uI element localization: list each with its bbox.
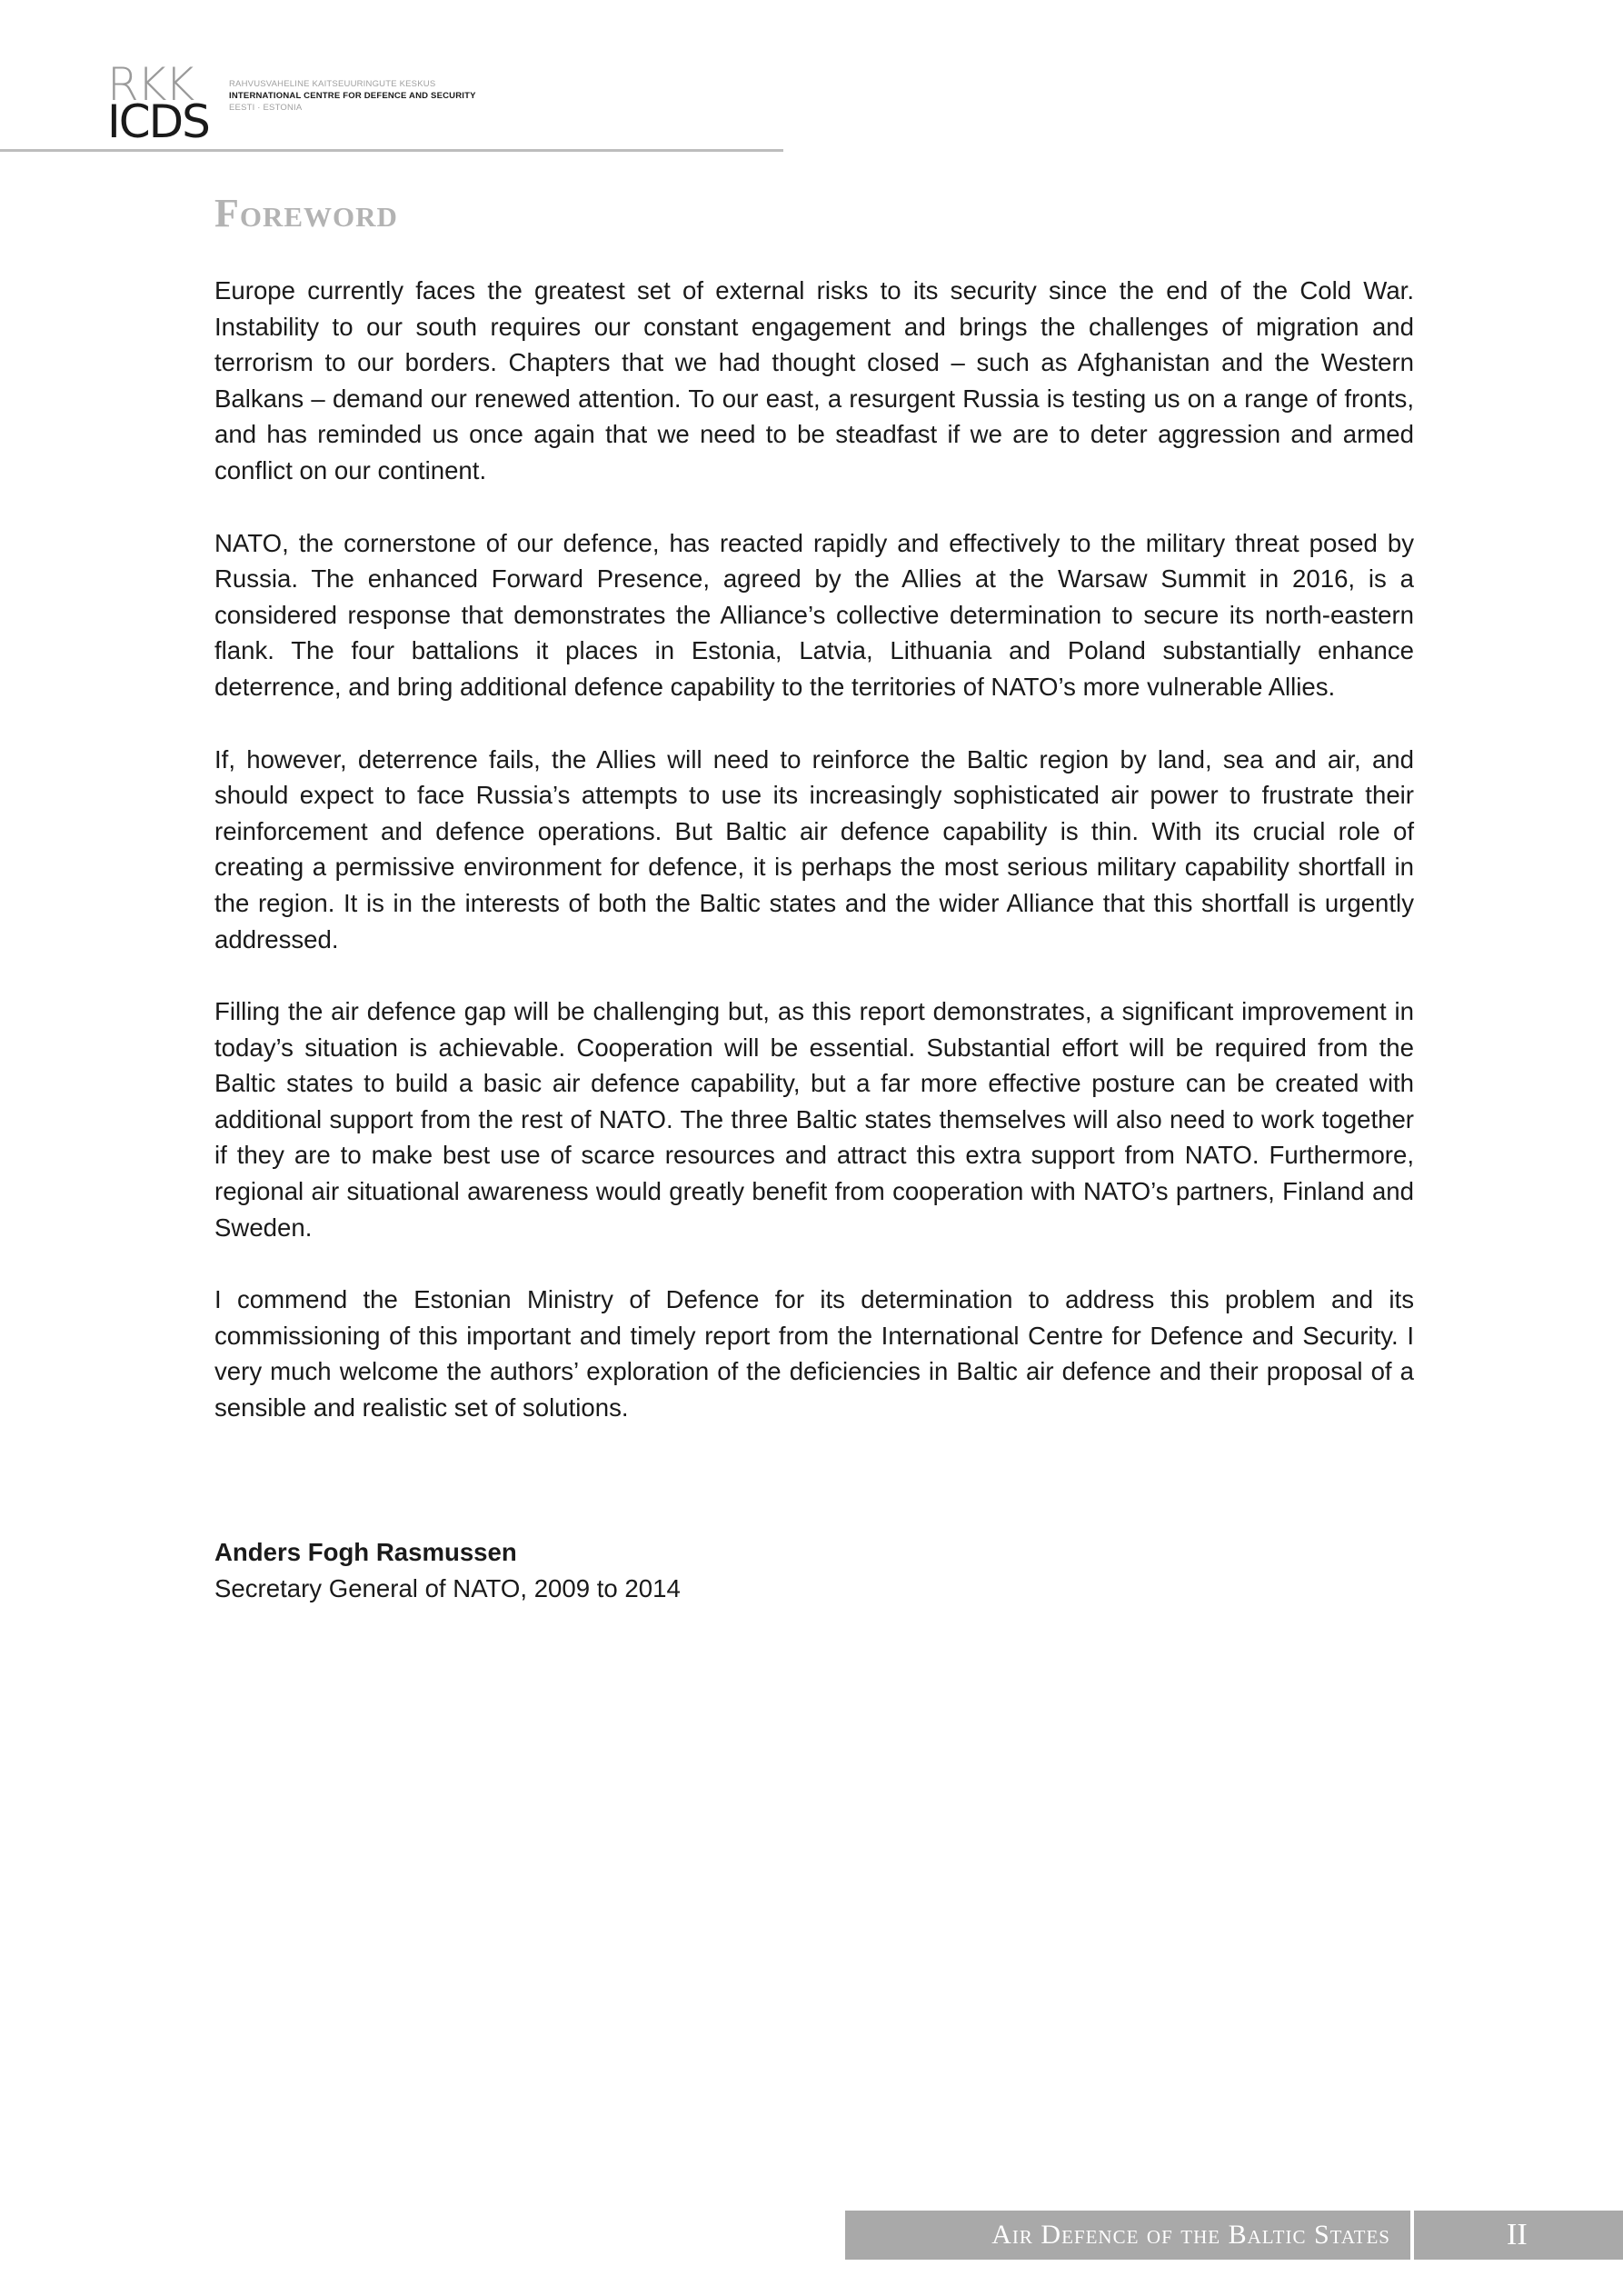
paragraph: I commend the Estonian Ministry of Defence for its determination to address this problem and its commissioning of this important and timely report from the International Centre for Defence and Security. I very much welcome the authors’ exploration of the deficiencies in Baltic air defence and their proposal of a sensible and realistic set of solutions. (214, 1285, 1414, 1423)
footer-page-box (1414, 2211, 1623, 2260)
paragraph: If, however, deterrence fails, the Allies will need to reinforce the Baltic region by land, sea and air, and should expect to face Russia’s attempts to use its increasingly sophisticated air power to frustrate their reinforcement and defence operations. But Baltic air defence capability is thin. With its crucial role of creating a permissive environment for defence, it is perhaps the most serious military capability shortfall in the region. It is in the interests of both the Baltic states and the wider Alliance that this shortfall is urgently addressed. (214, 744, 1414, 953)
page-title: Foreword (214, 191, 398, 235)
logo-icds-text: ICDS (107, 95, 209, 148)
signatory-role: Secretary General of NATO, 2009 to 2014 (214, 1573, 681, 1602)
paragraph: NATO, the cornerstone of our defence, has reacted rapidly and effectively to the military threat posed by Russia. The enhanced Forward Presence, agreed by the Allies at the Warsaw Summit in 2016, is a considered response that demonstrates the Alliance’s collective determination to secure its north-eastern flank. The four battalions it places in Estonia, Latvia, Lithuania and Poland substantially enhance deterrence, and bring additional defence capability to the territories of NATO’s more vulnerable Allies. (214, 528, 1414, 701)
signature-block (214, 1534, 681, 1606)
paragraph: Filling the air defence gap will be challenging but, as this report demonstrates, a significant improvement in today’s situation is achievable. Cooperation will be essential. Substantial effort will be required from the Baltic states to build a basic air defence capability, but a far more effective posture can be created with additional support from the rest of NATO. The three Baltic states themselves will also need to work together if they are to make best use of scarce resources and attract this extra support from NATO. Furthermore, regional air situational awareness would greatly benefit from cooperation with NATO’s partners, Finland and Sweden. (214, 997, 1414, 1242)
signatory-name: Anders Fogh Rasmussen (214, 1538, 517, 1566)
footer-title-bar (845, 2211, 1410, 2260)
organization-name (229, 78, 476, 114)
org-country: EESTI · ESTONIA (229, 103, 303, 113)
org-name-english: INTERNATIONAL CENTRE FOR DEFENCE AND SECURITY (229, 91, 476, 101)
foreword-body (214, 273, 1414, 1462)
org-name-estonian: RAHVUSVAHELINE KAITSEUURINGUTE KESKUS (229, 79, 436, 89)
icds-logo (107, 58, 234, 148)
paragraph: Europe currently faces the greatest set of external risks to its security since the end of the Cold War. Instability to our south requires our constant engagement and brings the challenges of migration and terrorism to our borders. Chapters that we had thought closed – such as Afghanistan and the Western Balkans – demand our renewed attention. To our east, a resurgent Russia is testing us on a range of fronts, and has reminded us once again that we need to be steadfast if we are to deter aggression and armed conflict on our continent. (214, 276, 1414, 484)
logo-rkk-text: RKK (107, 58, 194, 111)
page-number: II (1507, 2218, 1528, 2251)
header-divider (0, 149, 783, 152)
footer-title: Air Defence of the Baltic States (991, 2220, 1390, 2250)
